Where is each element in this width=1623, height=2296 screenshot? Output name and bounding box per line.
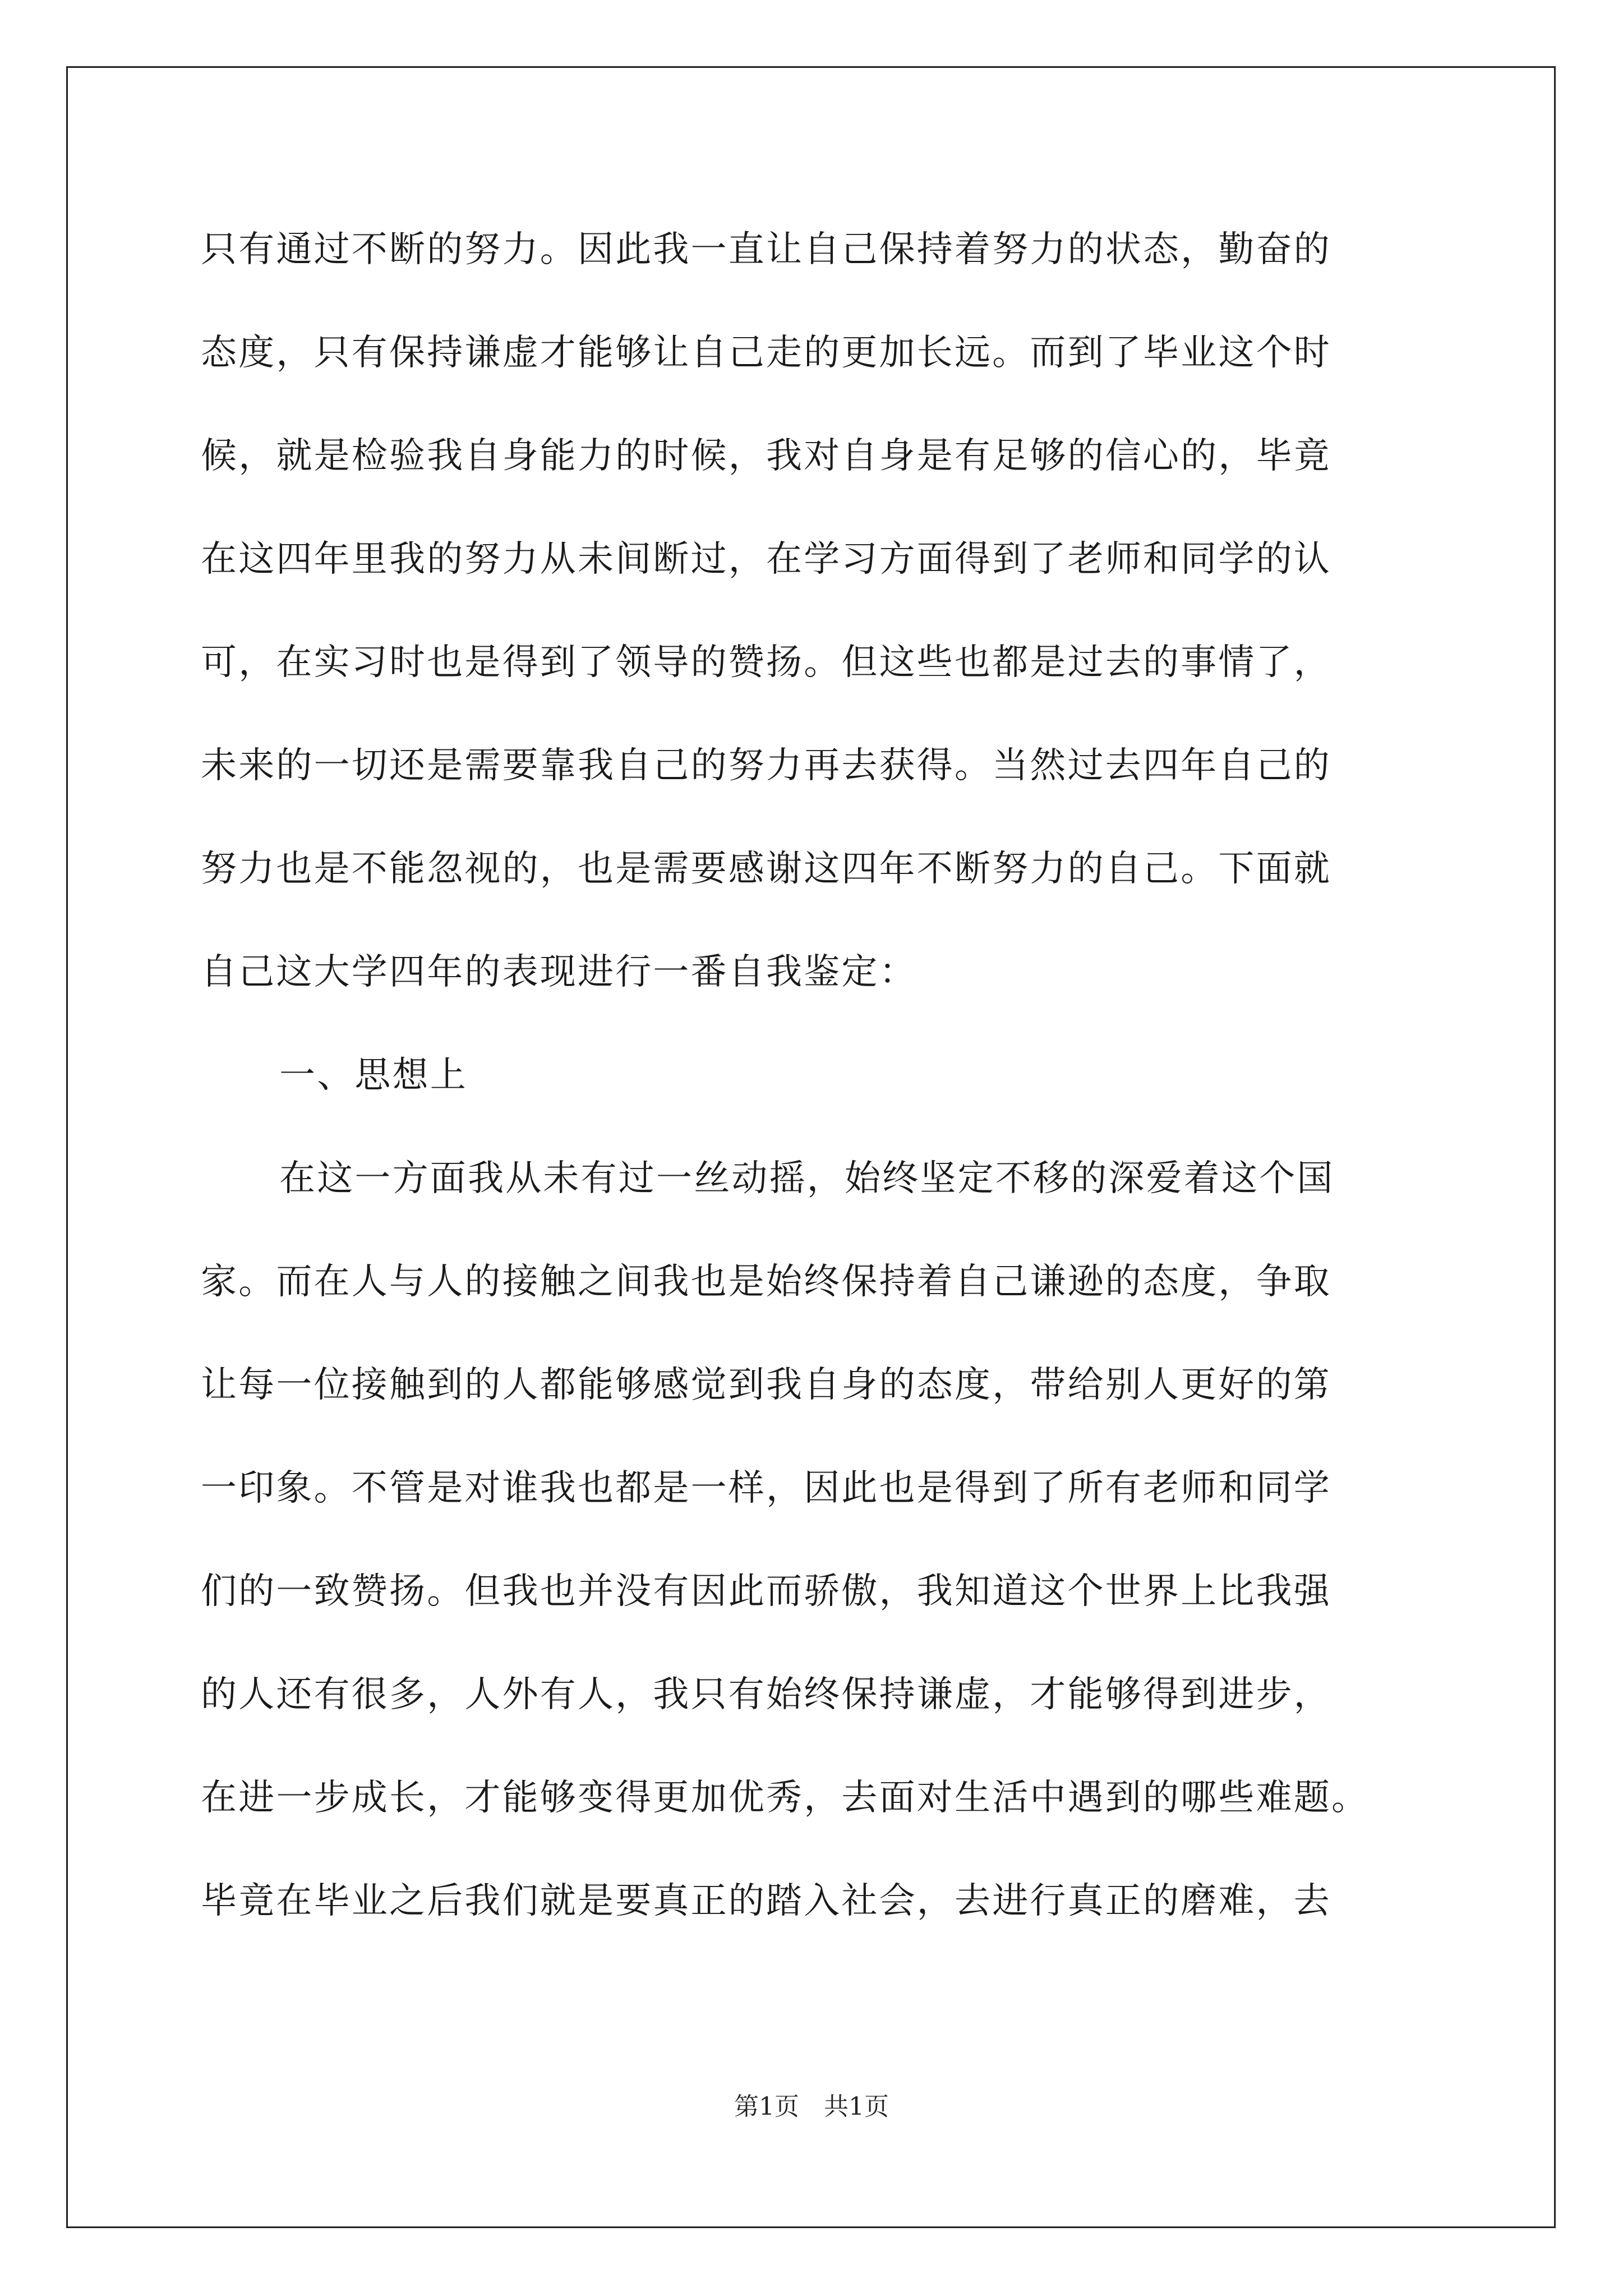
text-line-12: 让每一位接触到的人都能够感觉到我自身的态度，带给别人更好的第	[201, 1364, 1331, 1406]
text-line-7: 努力也是不能忽视的，也是需要感谢这四年不断努力的自己。下面就	[201, 848, 1331, 890]
text-line-3: 候，就是检验我自身能力的时候，我对自身是有足够的信心的，毕竟	[201, 435, 1331, 477]
text-line-11: 家。而在人与人的接触之间我也是始终保持着自己谦逊的态度，争取	[201, 1261, 1331, 1303]
text-line-10: 在这一方面我从未有过一丝动摇，始终坚定不移的深爱着这个国	[279, 1158, 1335, 1199]
text-line-4: 在这四年里我的努力从未间断过，在学习方面得到了老师和同学的认	[201, 539, 1331, 580]
text-line-13: 一印象。不管是对谁我也都是一样，因此也是得到了所有老师和同学	[201, 1467, 1331, 1509]
text-line-16: 在进一步成长，才能够变得更加优秀，去面对生活中遇到的哪些难题。	[201, 1777, 1370, 1819]
text-line-17: 毕竟在毕业之后我们就是要真正的踏入社会，去进行真正的磨难，去	[201, 1880, 1331, 1922]
text-line-14: 们的一致赞扬。但我也并没有因此而骄傲，我知道这个世界上比我强	[201, 1571, 1331, 1612]
text-line-5: 可，在实习时也是得到了领导的赞扬。但这些也都是过去的事情了，	[201, 642, 1331, 683]
text-line-2: 态度，只有保持谦虚才能够让自己走的更加长远。而到了毕业这个时	[201, 332, 1331, 374]
text-line-8: 自己这大学四年的表现进行一番自我鉴定：	[201, 951, 917, 993]
text-line-15: 的人还有很多，人外有人，我只有始终保持谦虚，才能够得到进步，	[201, 1674, 1331, 1715]
page-number-footer: 第1页 共1页	[734, 2092, 889, 2121]
text-line-6: 未来的一切还是需要靠我自己的努力再去获得。当然过去四年自己的	[201, 745, 1331, 786]
text-line-1: 只有通过不断的努力。因此我一直让自己保持着努力的状态，勤奋的	[201, 229, 1331, 270]
section-heading: 一、思想上	[279, 1055, 468, 1096]
